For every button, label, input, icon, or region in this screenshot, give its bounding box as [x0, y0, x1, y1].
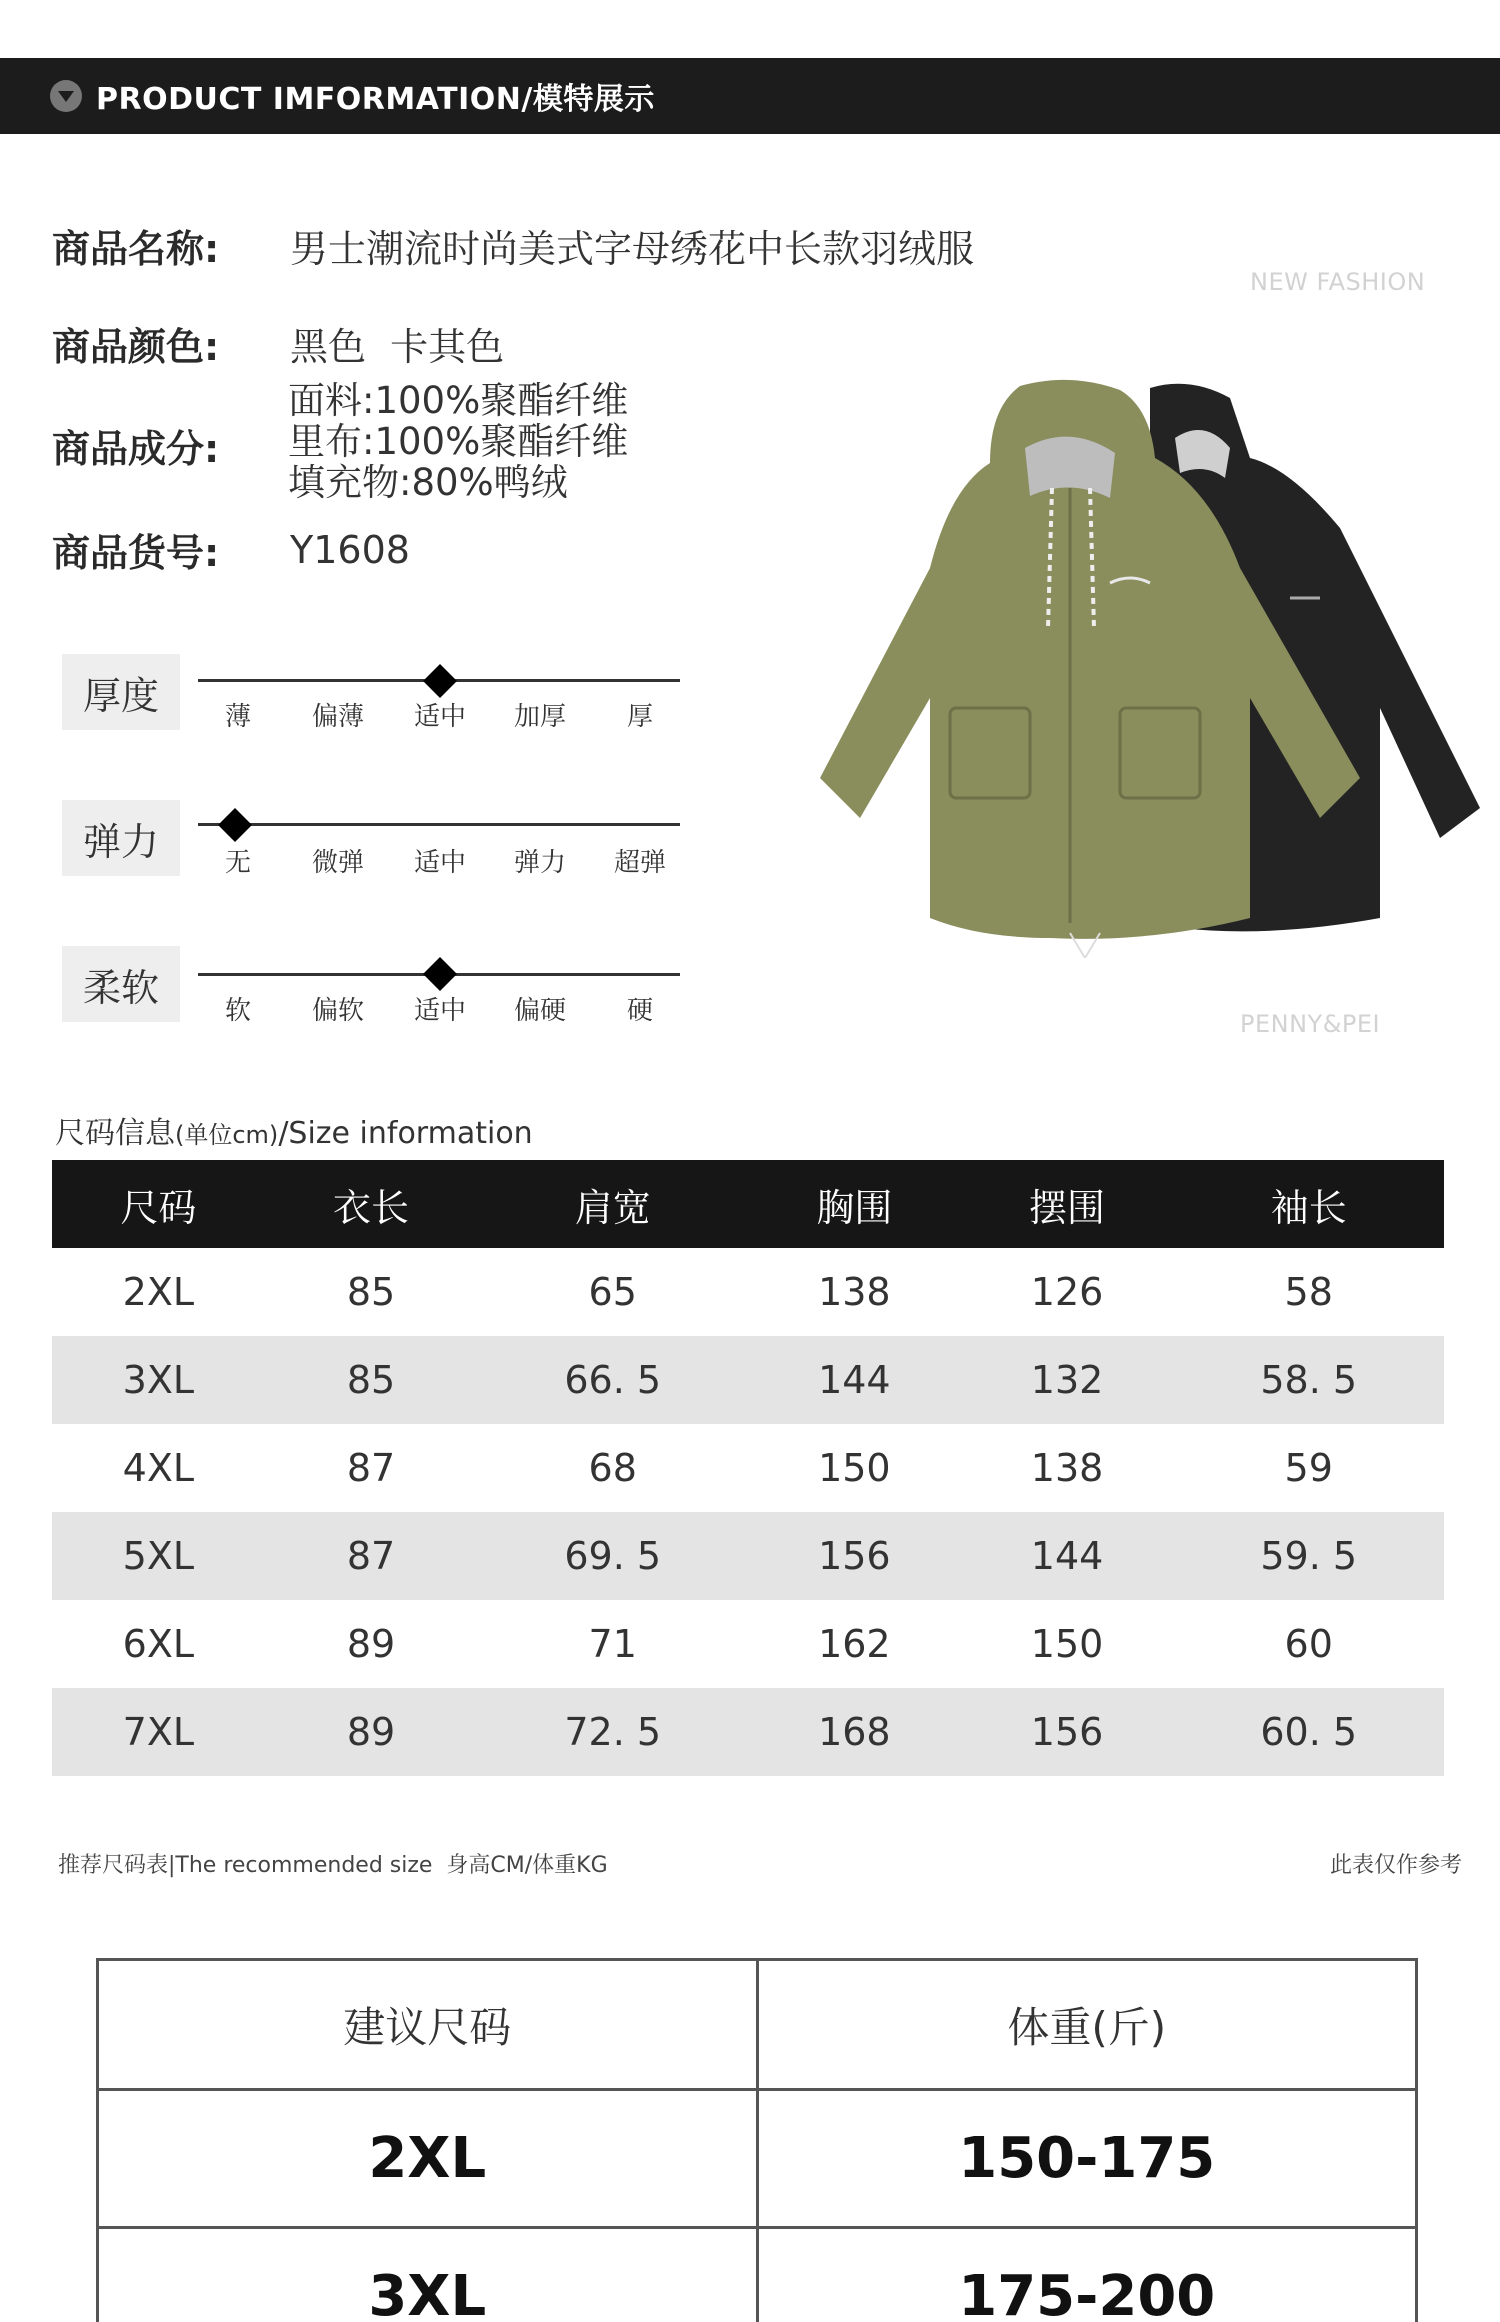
table-cell: 6XL [122, 1622, 195, 1666]
product-sku: Y1608 [290, 527, 410, 572]
scale-label-thickness: 厚度 [62, 654, 180, 730]
table-cell: 85 [346, 1270, 396, 1314]
composition-line: 填充物:80%鸭绒 [288, 461, 568, 504]
table-cell: 60. 5 [1173, 1688, 1444, 1776]
table-cell: 68 [588, 1446, 637, 1490]
column-header: 体重(斤) [757, 1960, 1417, 2090]
table-row [52, 1688, 1444, 1776]
scale-option: 适中 [413, 848, 466, 878]
info-row-sku [52, 522, 410, 577]
jacket-illustration [820, 378, 1480, 958]
table-row [52, 1600, 1444, 1688]
table-cell: 60 [1284, 1622, 1333, 1666]
table-cell: 156 [748, 1512, 961, 1600]
column-header: 摆围 [961, 1160, 1174, 1248]
scale-option: 微弹 [311, 848, 364, 878]
table-cell: 89 [346, 1622, 396, 1666]
recommend-disclaimer: 此表仅作参考 [1329, 1853, 1462, 1878]
product-colors: 黑色 卡其色 [290, 325, 505, 369]
table-row [52, 1512, 1444, 1600]
size-info-title-en: /Size information [278, 1116, 533, 1151]
watermark-new-fashion: NEW FASHION [1250, 268, 1426, 296]
scale-option: 加厚 [513, 702, 566, 732]
info-row-color [52, 316, 504, 371]
table-cell: 3XL [98, 2228, 758, 2322]
scale-line [198, 823, 680, 826]
info-label: 商品成分: [52, 427, 220, 471]
watermark-brand: PENNY&PEI [1240, 1010, 1381, 1038]
column-header: 肩宽 [477, 1160, 748, 1248]
table-row [52, 1336, 1444, 1424]
scale-marker-diamond [423, 957, 457, 991]
info-row-name [52, 218, 974, 273]
composition-list [288, 380, 628, 503]
table-cell: 71 [588, 1622, 637, 1666]
table-cell: 59 [1284, 1446, 1333, 1490]
table-cell: 2XL [122, 1270, 195, 1314]
scale-option: 硬 [626, 996, 653, 1026]
table-cell: 162 [818, 1622, 891, 1666]
recommend-note: 推荐尺码表|The recommended size 身高CM/体重KG [58, 1853, 608, 1878]
table-cell: 4XL [122, 1446, 195, 1490]
table-row [52, 1424, 1444, 1512]
header-bar [0, 58, 1500, 134]
recommend-table [96, 1958, 1418, 2322]
table-cell: 150 [818, 1446, 891, 1490]
table-cell: 138 [1030, 1446, 1104, 1490]
size-table [52, 1160, 1444, 1776]
table-cell: 85 [265, 1336, 478, 1424]
table-cell: 132 [961, 1336, 1174, 1424]
table-header-row [98, 1960, 1417, 2090]
table-cell: 3XL [52, 1336, 265, 1424]
column-header: 胸围 [748, 1160, 961, 1248]
scale-marker-diamond [218, 808, 252, 842]
composition-line: 里布:100%聚酯纤维 [288, 420, 629, 463]
column-header: 衣长 [265, 1160, 478, 1248]
scale-option: 弹力 [513, 848, 566, 878]
table-header-row [52, 1160, 1444, 1248]
table-row [52, 1248, 1444, 1336]
scale-label-elasticity: 弹力 [62, 800, 180, 876]
scale-label-softness: 柔软 [62, 946, 180, 1022]
column-header: 袖长 [1173, 1160, 1444, 1248]
info-label: 商品名称: [52, 227, 220, 271]
scale-option: 偏薄 [311, 702, 364, 732]
size-info-unit: (单位cm) [175, 1121, 279, 1149]
table-row [98, 2090, 1417, 2228]
table-cell: 2XL [98, 2090, 758, 2228]
column-header: 建议尺码 [98, 1960, 758, 2090]
scale-option: 超弹 [613, 848, 666, 878]
scale-option: 厚 [626, 702, 653, 732]
composition-line: 面料:100%聚酯纤维 [288, 379, 629, 422]
table-cell: 144 [748, 1336, 961, 1424]
table-cell: 87 [265, 1512, 478, 1600]
scale-option: 软 [224, 996, 251, 1026]
table-cell: 150 [1030, 1622, 1104, 1666]
product-name: 男士潮流时尚美式字母绣花中长款羽绒服 [290, 227, 975, 271]
scale-option: 适中 [413, 702, 466, 732]
size-info-title-main: 尺码信息 [55, 1116, 175, 1151]
scale-option: 偏硬 [513, 996, 566, 1026]
table-row [98, 2228, 1417, 2322]
table-cell: 5XL [52, 1512, 265, 1600]
scale-option: 偏软 [311, 996, 364, 1026]
column-header: 尺码 [52, 1160, 265, 1248]
table-cell: 58. 5 [1173, 1336, 1444, 1424]
table-cell: 126 [1030, 1270, 1104, 1314]
table-cell: 168 [748, 1688, 961, 1776]
header-title: PRODUCT IMFORMATION/模特展示 [96, 82, 655, 117]
info-label: 商品货号: [52, 531, 220, 575]
table-cell: 89 [265, 1688, 478, 1776]
scale-option: 无 [224, 848, 251, 878]
table-cell: 7XL [52, 1688, 265, 1776]
scale-marker-diamond [423, 664, 457, 698]
table-cell: 144 [961, 1512, 1174, 1600]
table-cell: 175-200 [757, 2228, 1417, 2322]
info-label: 商品颜色: [52, 325, 220, 369]
table-cell: 59. 5 [1173, 1512, 1444, 1600]
table-cell: 150-175 [757, 2090, 1417, 2228]
table-cell: 156 [961, 1688, 1174, 1776]
chevron-down-icon [50, 80, 82, 112]
scale-option: 适中 [413, 996, 466, 1026]
table-cell: 87 [346, 1446, 396, 1490]
table-cell: 66. 5 [477, 1336, 748, 1424]
table-cell: 65 [588, 1270, 637, 1314]
scale-option: 薄 [224, 702, 251, 732]
table-cell: 58 [1284, 1270, 1333, 1314]
table-cell: 138 [818, 1270, 891, 1314]
table-cell: 69. 5 [477, 1512, 748, 1600]
table-cell: 72. 5 [477, 1688, 748, 1776]
info-row-composition [52, 418, 290, 473]
size-info-title [55, 1108, 533, 1152]
product-image [820, 378, 1480, 958]
